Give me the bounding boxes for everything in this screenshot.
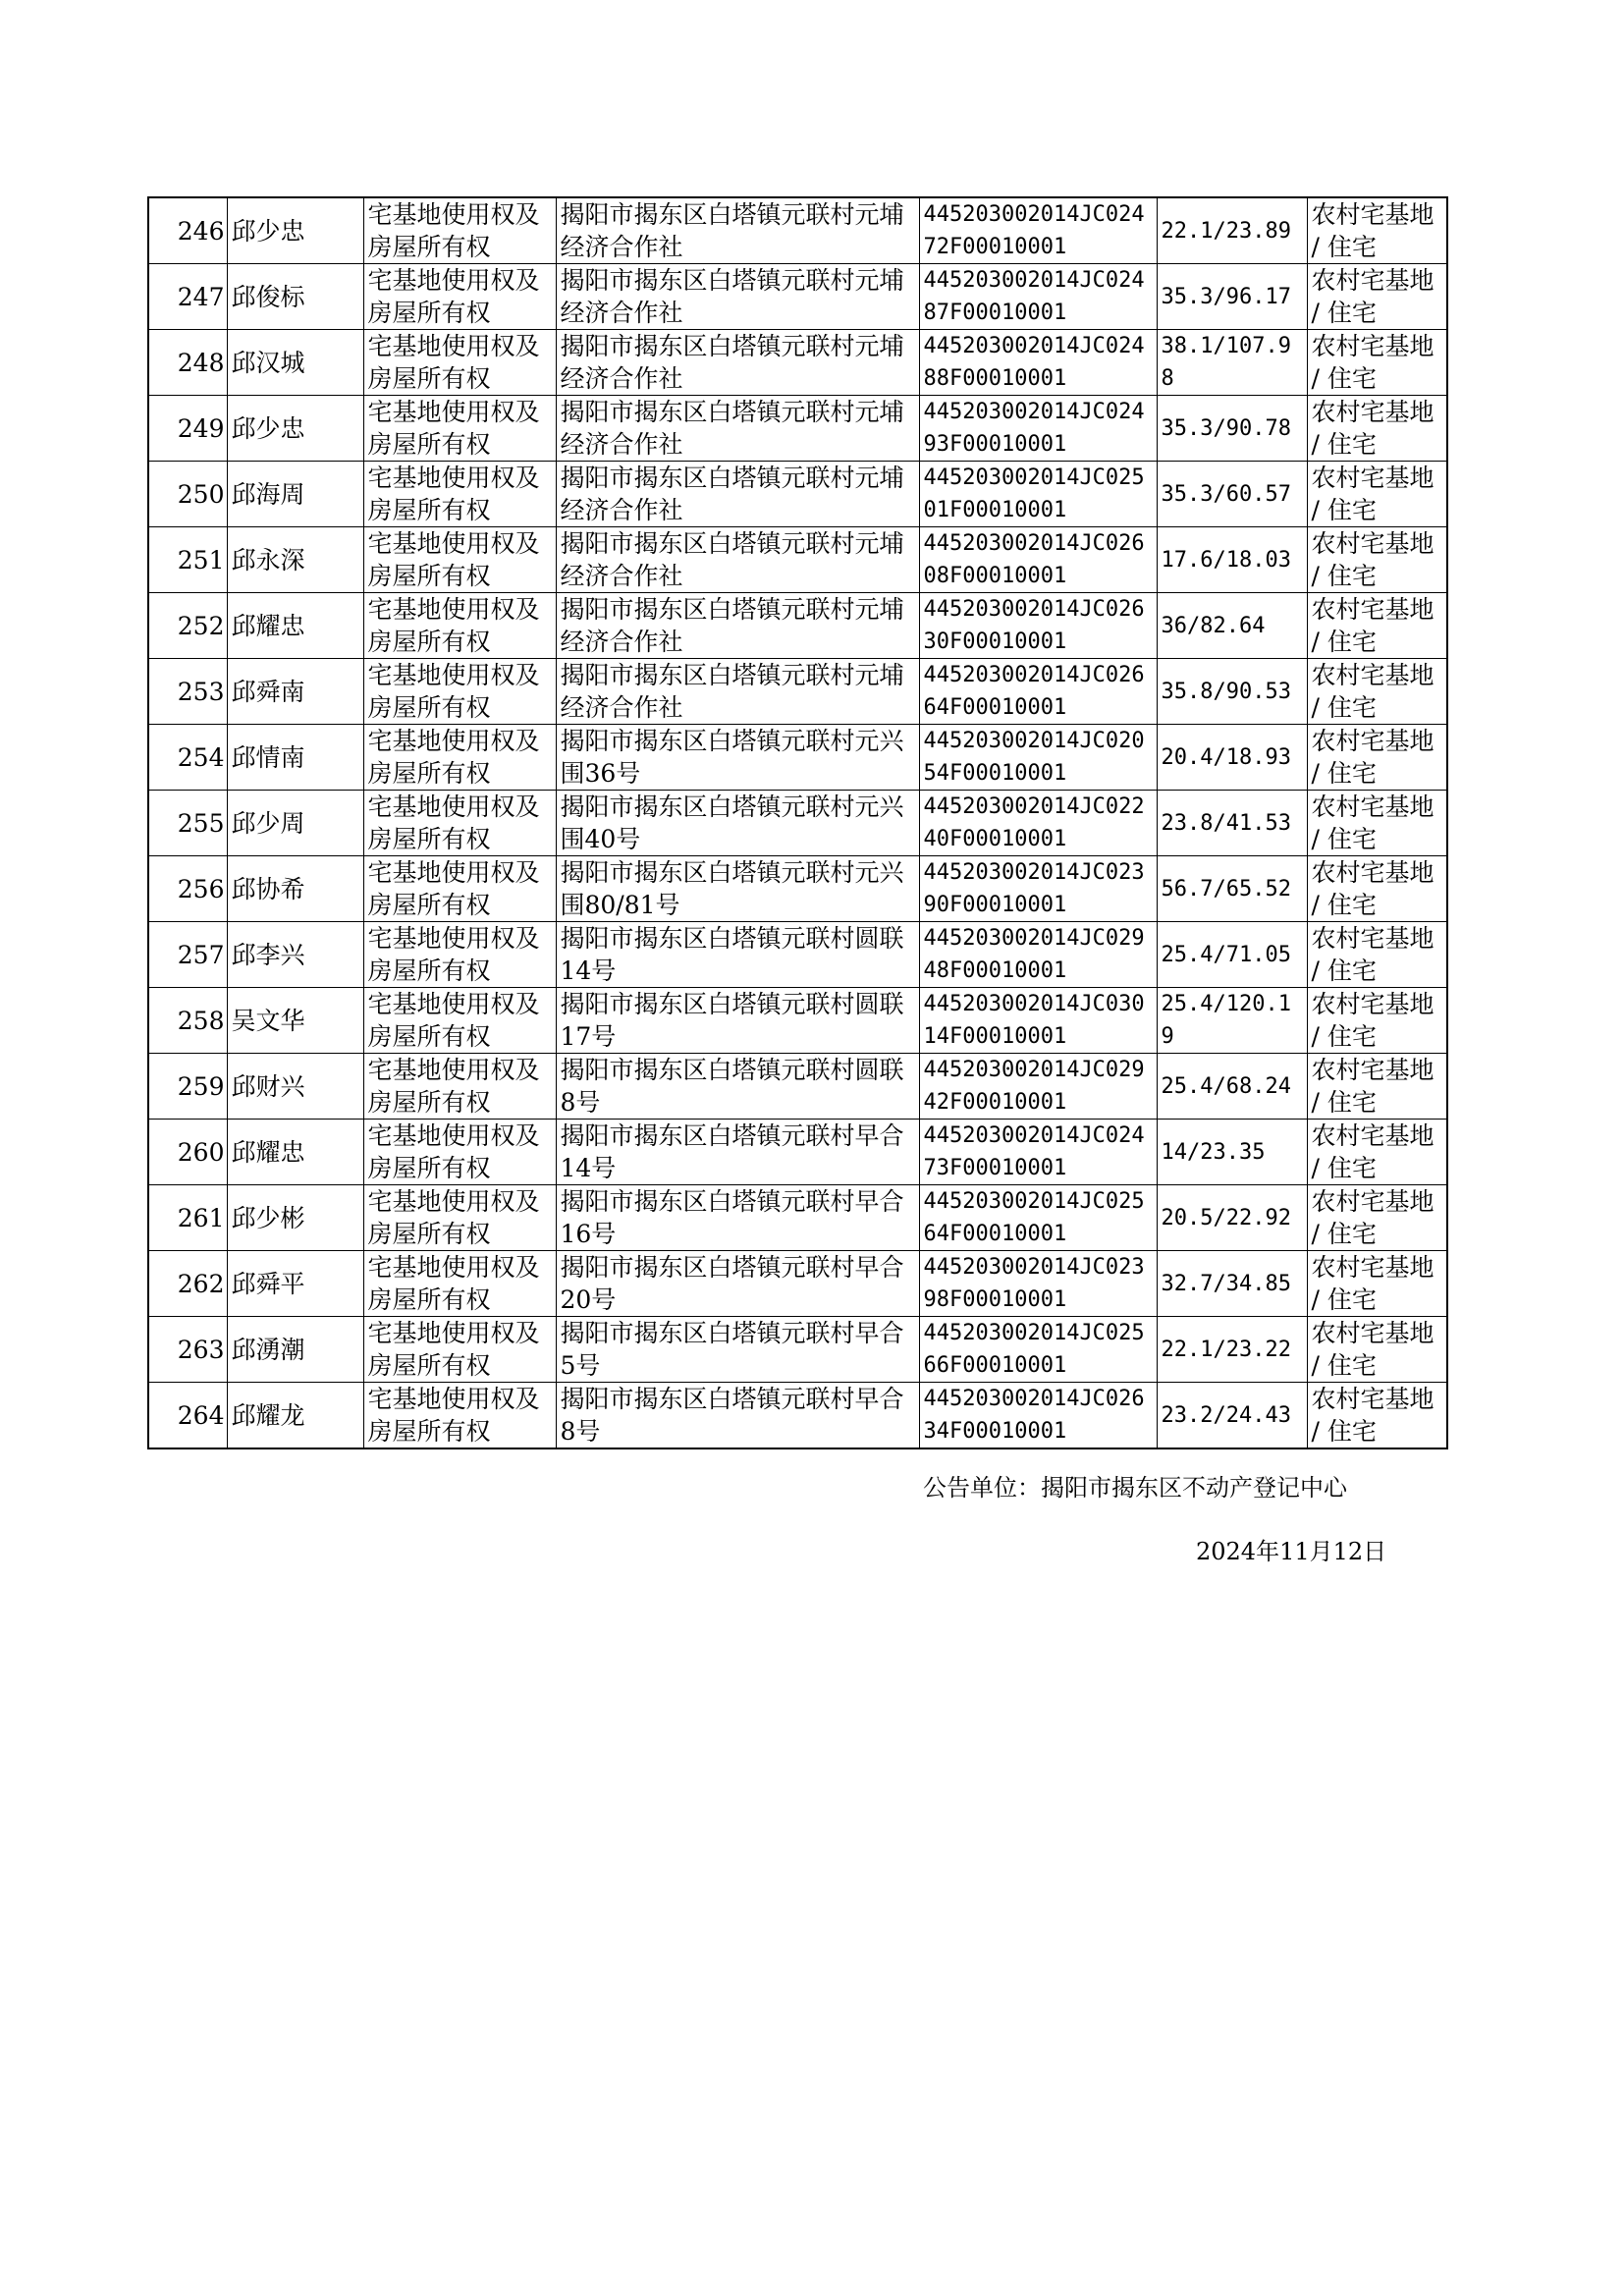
property-location: 揭阳市揭东区白塔镇元联村早合16号: [556, 1185, 919, 1251]
row-number: 249: [148, 396, 227, 462]
table-row: [148, 1120, 1447, 1185]
property-location: 揭阳市揭东区白塔镇元联村元埔经济合作社: [556, 396, 919, 462]
unit-number: 445203002014JC02664F00010001: [919, 659, 1157, 725]
unit-number: 445203002014JC02488F00010001: [919, 330, 1157, 396]
row-number: 259: [148, 1054, 227, 1120]
unit-number: 445203002014JC02630F00010001: [919, 593, 1157, 659]
unit-number: 445203002014JC02948F00010001: [919, 922, 1157, 988]
right-type: 宅基地使用权及房屋所有权: [363, 1383, 556, 1449]
right-type: 宅基地使用权及房屋所有权: [363, 264, 556, 330]
land-usage: 农村宅基地 / 住宅: [1307, 1251, 1447, 1317]
land-usage: 农村宅基地 / 住宅: [1307, 856, 1447, 922]
row-number: 255: [148, 791, 227, 856]
owner-name: 邱俊标: [227, 264, 363, 330]
owner-name: 邱舜平: [227, 1251, 363, 1317]
land-usage: 农村宅基地 / 住宅: [1307, 330, 1447, 396]
unit-number: 445203002014JC02472F00010001: [919, 197, 1157, 264]
table-row: [148, 1185, 1447, 1251]
table-row: [148, 1251, 1447, 1317]
row-number: 261: [148, 1185, 227, 1251]
row-number: 248: [148, 330, 227, 396]
owner-name: 邱耀龙: [227, 1383, 363, 1449]
land-usage: 农村宅基地 / 住宅: [1307, 396, 1447, 462]
right-type: 宅基地使用权及房屋所有权: [363, 462, 556, 527]
row-number: 251: [148, 527, 227, 593]
owner-name: 邱海周: [227, 462, 363, 527]
land-usage: 农村宅基地 / 住宅: [1307, 527, 1447, 593]
area-value: 25.4/120.19: [1157, 988, 1307, 1054]
owner-name: 邱少忠: [227, 396, 363, 462]
property-location: 揭阳市揭东区白塔镇元联村元兴围36号: [556, 725, 919, 791]
land-usage: 农村宅基地 / 住宅: [1307, 988, 1447, 1054]
unit-number: 445203002014JC02634F00010001: [919, 1383, 1157, 1449]
area-value: 35.8/90.53: [1157, 659, 1307, 725]
row-number: 257: [148, 922, 227, 988]
area-value: 23.2/24.43: [1157, 1383, 1307, 1449]
property-location: 揭阳市揭东区白塔镇元联村元兴围40号: [556, 791, 919, 856]
property-location: 揭阳市揭东区白塔镇元联村圆联8号: [556, 1054, 919, 1120]
area-value: 23.8/41.53: [1157, 791, 1307, 856]
right-type: 宅基地使用权及房屋所有权: [363, 197, 556, 264]
area-value: 25.4/68.24: [1157, 1054, 1307, 1120]
unit-number: 445203002014JC02398F00010001: [919, 1251, 1157, 1317]
area-value: 17.6/18.03: [1157, 527, 1307, 593]
area-value: 36/82.64: [1157, 593, 1307, 659]
area-value: 25.4/71.05: [1157, 922, 1307, 988]
right-type: 宅基地使用权及房屋所有权: [363, 593, 556, 659]
owner-name: 吴文华: [227, 988, 363, 1054]
area-value: 32.7/34.85: [1157, 1251, 1307, 1317]
property-location: 揭阳市揭东区白塔镇元联村早合8号: [556, 1383, 919, 1449]
row-number: 254: [148, 725, 227, 791]
area-value: 38.1/107.98: [1157, 330, 1307, 396]
land-usage: 农村宅基地 / 住宅: [1307, 1383, 1447, 1449]
table-row: [148, 264, 1447, 330]
table-row: [148, 527, 1447, 593]
area-value: 20.5/22.92: [1157, 1185, 1307, 1251]
property-location: 揭阳市揭东区白塔镇元联村元埔经济合作社: [556, 264, 919, 330]
table-row: [148, 791, 1447, 856]
table-row: [148, 593, 1447, 659]
property-location: 揭阳市揭东区白塔镇元联村早合5号: [556, 1317, 919, 1383]
unit-number: 445203002014JC02566F00010001: [919, 1317, 1157, 1383]
property-location: 揭阳市揭东区白塔镇元联村元埔经济合作社: [556, 593, 919, 659]
land-usage: 农村宅基地 / 住宅: [1307, 462, 1447, 527]
land-usage: 农村宅基地 / 住宅: [1307, 1185, 1447, 1251]
unit-number: 445203002014JC02608F00010001: [919, 527, 1157, 593]
table-row: [148, 396, 1447, 462]
area-value: 56.7/65.52: [1157, 856, 1307, 922]
table-row: [148, 922, 1447, 988]
unit-number: 445203002014JC02487F00010001: [919, 264, 1157, 330]
land-usage: 农村宅基地 / 住宅: [1307, 1317, 1447, 1383]
table-row: [148, 330, 1447, 396]
table-row: [148, 1383, 1447, 1449]
property-location: 揭阳市揭东区白塔镇元联村元兴围80/81号: [556, 856, 919, 922]
land-usage: 农村宅基地 / 住宅: [1307, 791, 1447, 856]
property-location: 揭阳市揭东区白塔镇元联村圆联14号: [556, 922, 919, 988]
land-usage: 农村宅基地 / 住宅: [1307, 659, 1447, 725]
owner-name: 邱情南: [227, 725, 363, 791]
right-type: 宅基地使用权及房屋所有权: [363, 856, 556, 922]
table-row: [148, 988, 1447, 1054]
right-type: 宅基地使用权及房屋所有权: [363, 1120, 556, 1185]
right-type: 宅基地使用权及房屋所有权: [363, 1251, 556, 1317]
land-usage: 农村宅基地 / 住宅: [1307, 922, 1447, 988]
announcing-unit: 公告单位：揭阳市揭东区不动产登记中心: [923, 1474, 1347, 1502]
right-type: 宅基地使用权及房屋所有权: [363, 1317, 556, 1383]
owner-name: 邱财兴: [227, 1054, 363, 1120]
right-type: 宅基地使用权及房屋所有权: [363, 725, 556, 791]
table-row: [148, 725, 1447, 791]
owner-name: 邱少周: [227, 791, 363, 856]
row-number: 250: [148, 462, 227, 527]
table-row: [148, 659, 1447, 725]
owner-name: 邱汉城: [227, 330, 363, 396]
land-usage: 农村宅基地 / 住宅: [1307, 1054, 1447, 1120]
right-type: 宅基地使用权及房屋所有权: [363, 1185, 556, 1251]
area-value: 22.1/23.89: [1157, 197, 1307, 264]
owner-name: 邱舜南: [227, 659, 363, 725]
owner-name: 邱耀忠: [227, 593, 363, 659]
unit-number: 445203002014JC02054F00010001: [919, 725, 1157, 791]
announcement-date: 2024年11月12日: [1196, 1538, 1387, 1565]
unit-number: 445203002014JC02390F00010001: [919, 856, 1157, 922]
owner-name: 邱耀忠: [227, 1120, 363, 1185]
owner-name: 邱少彬: [227, 1185, 363, 1251]
area-value: 20.4/18.93: [1157, 725, 1307, 791]
unit-number: 445203002014JC02942F00010001: [919, 1054, 1157, 1120]
unit-number: 445203002014JC02493F00010001: [919, 396, 1157, 462]
owner-name: 邱李兴: [227, 922, 363, 988]
unit-number: 445203002014JC03014F00010001: [919, 988, 1157, 1054]
table-row: [148, 1317, 1447, 1383]
property-location: 揭阳市揭东区白塔镇元联村元埔经济合作社: [556, 659, 919, 725]
land-usage: 农村宅基地 / 住宅: [1307, 725, 1447, 791]
land-usage: 农村宅基地 / 住宅: [1307, 197, 1447, 264]
right-type: 宅基地使用权及房屋所有权: [363, 791, 556, 856]
unit-number: 445203002014JC02240F00010001: [919, 791, 1157, 856]
owner-name: 邱少忠: [227, 197, 363, 264]
property-location: 揭阳市揭东区白塔镇元联村圆联17号: [556, 988, 919, 1054]
right-type: 宅基地使用权及房屋所有权: [363, 396, 556, 462]
row-number: 247: [148, 264, 227, 330]
unit-number: 445203002014JC02473F00010001: [919, 1120, 1157, 1185]
property-location: 揭阳市揭东区白塔镇元联村早合20号: [556, 1251, 919, 1317]
land-usage: 农村宅基地 / 住宅: [1307, 1120, 1447, 1185]
owner-name: 邱协希: [227, 856, 363, 922]
area-value: 35.3/90.78: [1157, 396, 1307, 462]
row-number: 252: [148, 593, 227, 659]
owner-name: 邱湧潮: [227, 1317, 363, 1383]
table-row: [148, 197, 1447, 264]
unit-number: 445203002014JC02564F00010001: [919, 1185, 1157, 1251]
right-type: 宅基地使用权及房屋所有权: [363, 330, 556, 396]
row-number: 263: [148, 1317, 227, 1383]
property-location: 揭阳市揭东区白塔镇元联村元埔经济合作社: [556, 197, 919, 264]
area-value: 22.1/23.22: [1157, 1317, 1307, 1383]
row-number: 262: [148, 1251, 227, 1317]
owner-name: 邱永深: [227, 527, 363, 593]
row-number: 256: [148, 856, 227, 922]
right-type: 宅基地使用权及房屋所有权: [363, 988, 556, 1054]
right-type: 宅基地使用权及房屋所有权: [363, 527, 556, 593]
land-usage: 农村宅基地 / 住宅: [1307, 593, 1447, 659]
land-usage: 农村宅基地 / 住宅: [1307, 264, 1447, 330]
area-value: 35.3/96.17: [1157, 264, 1307, 330]
unit-number: 445203002014JC02501F00010001: [919, 462, 1157, 527]
registry-table: [147, 196, 1448, 1449]
row-number: 260: [148, 1120, 227, 1185]
table-row: [148, 856, 1447, 922]
area-value: 35.3/60.57: [1157, 462, 1307, 527]
area-value: 14/23.35: [1157, 1120, 1307, 1185]
row-number: 253: [148, 659, 227, 725]
right-type: 宅基地使用权及房屋所有权: [363, 1054, 556, 1120]
property-location: 揭阳市揭东区白塔镇元联村元埔经济合作社: [556, 330, 919, 396]
property-location: 揭阳市揭东区白塔镇元联村元埔经济合作社: [556, 462, 919, 527]
right-type: 宅基地使用权及房屋所有权: [363, 922, 556, 988]
row-number: 258: [148, 988, 227, 1054]
property-location: 揭阳市揭东区白塔镇元联村元埔经济合作社: [556, 527, 919, 593]
table-row: [148, 462, 1447, 527]
row-number: 264: [148, 1383, 227, 1449]
right-type: 宅基地使用权及房屋所有权: [363, 659, 556, 725]
property-location: 揭阳市揭东区白塔镇元联村早合14号: [556, 1120, 919, 1185]
row-number: 246: [148, 197, 227, 264]
registry-table-body: [148, 197, 1447, 1448]
table-row: [148, 1054, 1447, 1120]
